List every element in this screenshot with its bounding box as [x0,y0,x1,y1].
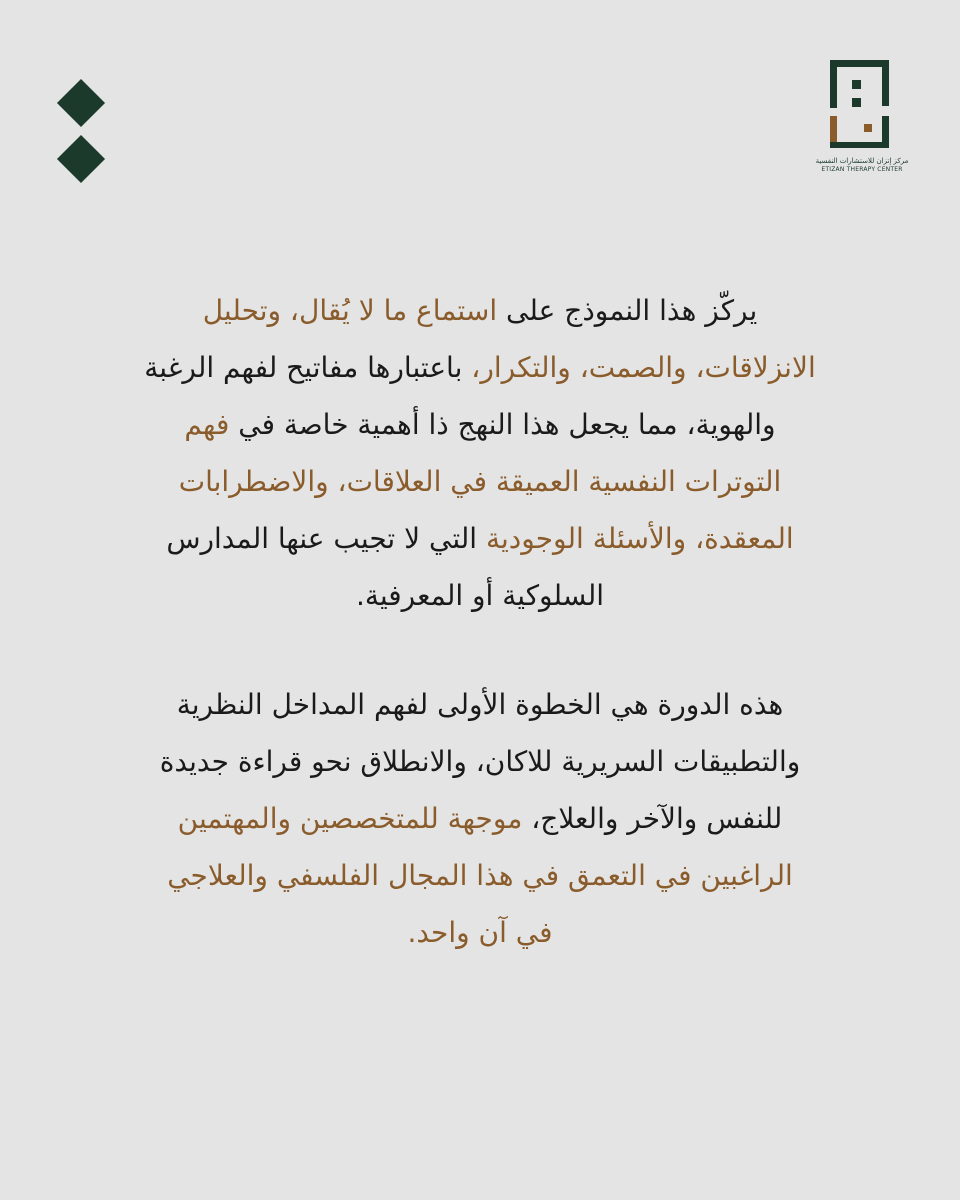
highlight-text: موجهة للمتخصصين والمهتمين [177,802,523,835]
highlight-text: فهم [184,408,230,441]
p1-line-3: والهوية، مما يجعل هذا النهج ذا أهمية خاصة في فهم [184,408,776,441]
diamond-top-shape [57,79,105,127]
p2-line-3: للنفس والآخر والعلاج، موجهة للمتخصصين والمهتمين [177,802,783,835]
highlight-text: الانزلاقات، والصمت، والتكرار، [471,351,816,384]
p1-line-5: المعقدة، والأسئلة الوجودية التي لا تجيب عنها المدارس [166,522,794,555]
logo-arabic-name: مركز إتزان للاستشارات النفسية [815,157,909,165]
logo-mark-icon [822,56,902,154]
diamond-bottom-shape [57,135,105,183]
p1-line-2: الانزلاقات، والصمت، والتكرار، باعتبارها مفاتيح لفهم الرغبة [144,351,816,384]
paragraph-2 [80,676,880,961]
highlight-text: المعقدة، والأسئلة الوجودية [485,522,794,555]
highlight-text: استماع ما لا يُقال، وتحليل [202,294,498,327]
paragraph-1 [80,282,880,624]
p2-line-5: في آن واحد. [407,916,553,949]
p2-line-1: هذه الدورة هي الخطوة الأولى لفهم المداخل النظرية [176,688,784,721]
two-diamonds-icon [57,80,107,186]
p1-line-4: التوترات النفسية العميقة في العلاقات، والاضطرابات [178,465,782,498]
logo-english-name: ETIZAN THERAPY CENTER [821,166,903,173]
p2-line-2: والتطبيقات السريرية للاكان، والانطلاق نحو قراءة جديدة [159,745,801,778]
p1-line-6: السلوكية أو المعرفية. [355,579,605,612]
etizan-logo [812,56,912,176]
p2-line-4: الراغبين في التعمق في هذا المجال الفلسفي والعلاجي [167,859,793,892]
p1-line-1: يركّز هذا النموذج على استماع ما لا يُقال، وتحليل [202,294,758,327]
